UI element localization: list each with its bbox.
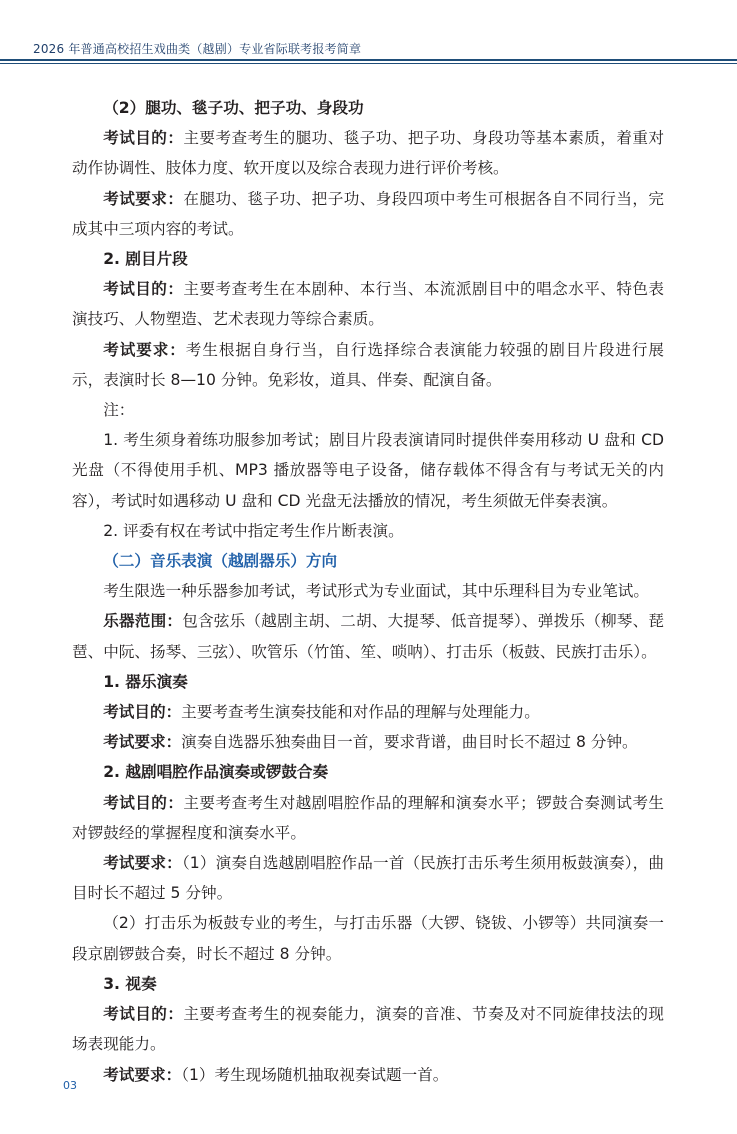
paragraph-text: 考生根据自身行当，自行选择综合表演能力较强的剧目片段进行展示，表演时长 8—10 分钟。免彩妆，道具、伴奏、配演自备。 — [72, 340, 664, 389]
paragraph-label: 乐器范围： — [103, 612, 183, 631]
subsection-heading: 3. 视奏 — [103, 974, 157, 993]
paragraph — [72, 184, 664, 244]
note-label: 注： — [103, 401, 135, 420]
subsection-heading: （2）腿功、毯子功、把子功、身段功 — [103, 99, 364, 117]
note-item: 1. 考生须身着练功服参加考试；剧目片段表演请同时提供伴奏用移动 U 盘和 CD 光盘（不得使用手机、MP3 播放器等电子设备，储存载体不得含有与考试无关的内容），考试时如遇移动 U 盘和 CD 光盘无法播放的情况，考生须做无伴奏表演。 — [72, 431, 664, 510]
paragraph-label: 考试目的： — [103, 1005, 184, 1024]
paragraph-text: 主要考查考生的视奏能力，演奏的音准、节奏及对不同旋律技法的现场表现能力。 — [72, 1005, 664, 1054]
paragraph: 考生限选一种乐器参加考试，考试形式为专业面试，其中乐理科目为专业笔试。 — [103, 582, 649, 601]
paragraph-label: 考试要求： — [103, 340, 186, 359]
paragraph: （2）打击乐为板鼓专业的考生，与打击乐器（大锣、铙钹、小锣等）共同演奏一段京剧锣鼓合奏，时长不超过 8 分钟。 — [72, 914, 664, 963]
paragraph — [72, 788, 664, 848]
paragraph — [72, 606, 664, 666]
paragraph-text: 在腿功、毯子功、把子功、身段四项中考生可根据各自不同行当，完成其中三项内容的考试。 — [72, 189, 664, 238]
header-rule-top — [0, 59, 737, 61]
note-item: 2. 评委有权在考试中指定考生作片断表演。 — [103, 521, 404, 540]
paragraph-text: 包含弦乐（越剧主胡、二胡、大提琴、低音提琴）、弹拨乐（柳琴、琵琶、中阮、扬琴、三弦）、吹管乐（竹笛、笙、唢呐）、打击乐（板鼓、民族打击乐）。 — [72, 612, 664, 661]
subsection-heading: 2. 剧目片段 — [103, 250, 188, 269]
paragraph — [72, 727, 664, 757]
header-rule-bottom — [0, 63, 737, 64]
paragraph-text: 主要考查考生对越剧唱腔作品的理解和演奏水平；锣鼓合奏测试考生对锣鼓经的掌握程度和演奏水平。 — [72, 793, 664, 842]
paragraph — [72, 335, 664, 395]
paragraph — [72, 1060, 664, 1090]
subsection-heading: 1. 器乐演奏 — [103, 672, 188, 691]
paragraph — [72, 123, 664, 183]
paragraph-text: 主要考查考生的腿功、毯子功、把子功、身段功等基本素质，着重对动作协调性、肢体力度、软开度以及综合表现力进行评价考核。 — [72, 129, 664, 178]
paragraph-text: 演奏自选器乐独奏曲目一首，要求背谱，曲目时长不超过 8 分钟。 — [181, 733, 638, 752]
paragraph-text: 主要考查考生演奏技能和对作品的理解与处理能力。 — [181, 703, 540, 722]
paragraph-text: （1）考生现场随机抽取视奏试题一首。 — [181, 1065, 449, 1084]
document-header-title: 2026 年普通高校招生戏曲类（越剧）专业省际联考报考简章 — [33, 42, 362, 56]
subsection-heading: 2. 越剧唱腔作品演奏或锣鼓合奏 — [103, 763, 329, 782]
paragraph-label: 考试要求： — [103, 189, 184, 208]
paragraph — [72, 999, 664, 1059]
paragraph — [72, 274, 664, 334]
section-heading: （二）音乐表演（越剧器乐）方向 — [103, 552, 338, 571]
paragraph-text: 主要考查考生在本剧种、本行当、本流派剧目中的唱念水平、特色表演技巧、人物塑造、艺术表现力等综合素质。 — [72, 280, 664, 329]
paragraph-label: 考试目的： — [103, 793, 184, 812]
paragraph-label: 考试要求： — [103, 1065, 182, 1084]
paragraph-text: （1）演奏自选越剧唱腔作品一首（民族打击乐考生须用板鼓演奏），曲目时长不超过 5 分钟。 — [72, 854, 664, 903]
page-number: 03 — [63, 1079, 77, 1092]
paragraph — [72, 697, 664, 727]
paragraph-label: 考试目的： — [103, 703, 182, 722]
paragraph-label: 考试要求： — [103, 854, 182, 873]
paragraph-label: 考试目的： — [103, 280, 184, 299]
paragraph-label: 考试要求： — [103, 733, 182, 752]
document-body — [72, 93, 664, 1090]
paragraph-label: 考试目的： — [103, 129, 184, 148]
paragraph — [72, 848, 664, 908]
